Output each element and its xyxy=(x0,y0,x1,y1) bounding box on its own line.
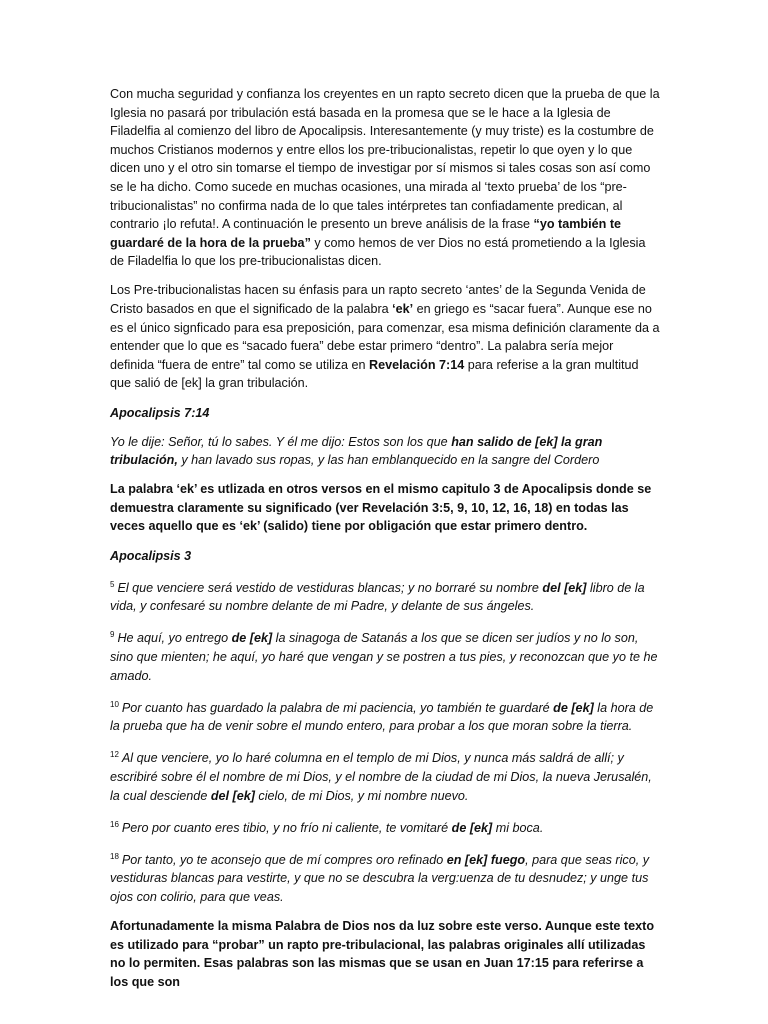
ek-word: ‘ek’ xyxy=(392,302,414,317)
verse-text: Por cuanto has guardado la palabra de mi paciencia, yo también te guardaré xyxy=(121,700,554,715)
verse-bold: de [ek] xyxy=(231,631,273,646)
verse-text: Pero por cuanto eres tibio, y no frío ni caliente, te vomitaré xyxy=(121,820,452,835)
verse-text-end: la sinagoga de Satanás a los que se dicen ser judíos y no lo son, sino que mienten; he aquí, yo haré que vengan y se postren a tus pies, y reconozcan que yo te he amado. xyxy=(110,631,658,683)
verse-number: 12 xyxy=(110,750,119,760)
closing-text: Afortunadamente la misma Palabra de Dios nos da luz sobre este verso. Aunque este texto es utilizado para “probar” un rapto pre-tribulacional, las palabras originales allí utilizadas no lo permiten. Esas palabras son las mismas que se usan en Juan 17:15 para referirse a los que son xyxy=(110,918,655,989)
verse-7-14 xyxy=(110,433,660,470)
intro-text-end: y como hemos de ver Dios no está prometiendo a la Iglesia de Filadelfia lo que los pre-tribucionalistas dicen. xyxy=(110,235,646,269)
verse-bold: de [ek] xyxy=(553,700,594,715)
ek-text-mid: en griego es “sacar fuera”. Aunque ese no es el único signficado para esa preposición, para comenzar, esa misma definición claramente da a entender que lo que es “sacado fuera” debe estar primero “dentro”. La palabra sería mejor definida “fuera de entre” tal como se utiliza en xyxy=(110,302,660,372)
ek-text: Los Pre-tribucionalistas hacen su énfasis para un rapto secreto ‘antes’ de la Segunda Venida de Cristo basados en que el significado de la palabra xyxy=(110,283,646,317)
closing-paragraph xyxy=(110,917,660,991)
verse-number: 5 xyxy=(110,579,115,589)
key-phrase: “yo también te guardaré de la hora de la prueba” xyxy=(110,217,622,250)
verse-bold: de [ek] xyxy=(451,820,493,835)
verse-3-18 xyxy=(110,848,660,907)
intro-paragraph xyxy=(110,85,660,271)
ek-paragraph xyxy=(110,281,660,393)
verse-3-10 xyxy=(110,696,660,736)
verse-text: Al que venciere, yo lo haré columna en el templo de mi Dios, y nunca más saldrá de allí; y escribiré sobre él el nombre de mi Dios, y el nombre de la ciudad de mi Dios, la nueva Jerusalén, la cual desciende xyxy=(110,751,652,803)
verse-bold: han salido de [ek] la gran tribulación, xyxy=(110,434,603,468)
verse-text-end: mi boca. xyxy=(492,820,544,835)
verse-bold: en [ek] fuego xyxy=(446,852,526,867)
verse-3-12 xyxy=(110,746,660,805)
verse-3-5 xyxy=(110,576,660,616)
verse-text-end: y han lavado sus ropas, y las han emblanquecido en la sangre del Cordero xyxy=(177,453,600,468)
ek-text-end: para referise a la gran multitud que salió de [ek] la gran tribulación. xyxy=(110,357,639,391)
verse-number: 10 xyxy=(110,699,119,709)
verse-bold: del [ek] xyxy=(210,788,255,803)
verse-text: Yo le dije: Señor, tú lo sabes. Y él me dijo: Estos son los que xyxy=(110,434,452,449)
usage-text: La palabra ‘ek’ es utlizada en otros versos en el mismo capitulo 3 de Apocalipsis donde se demuestra claramente su significado (ver Revelación 3:5, 9, 10, 12, 16, 18) en todas las veces aquello que es ‘ek’ (salido) tiene por obligación que estar primero dentro. xyxy=(110,482,652,534)
verse-number: 16 xyxy=(110,819,119,829)
verse-bold: del [ek] xyxy=(542,580,587,595)
verse-text: El que venciere será vestido de vestiduras blancas; y no borraré su nombre xyxy=(117,580,543,595)
revelation-ref: Revelación 7:14 xyxy=(369,357,465,372)
usage-paragraph xyxy=(110,480,660,536)
verse-3-16 xyxy=(110,816,660,838)
verse-text-end: cielo, de mi Dios, y mi nombre nuevo. xyxy=(254,788,469,803)
verse-text: Por tanto, yo te aconsejo que de mí compres oro refinado xyxy=(121,852,447,867)
verse-text: He aquí, yo entrego xyxy=(117,631,232,646)
verse-text-end: la hora de la prueba que ha de venir sobre el mundo entero, para probar a los que moran sobre la tierra. xyxy=(110,700,654,734)
heading-apocalipsis-7-14: Apocalipsis 7:14 xyxy=(110,405,210,420)
verse-number: 18 xyxy=(110,851,119,861)
heading-apocalipsis-3: Apocalipsis 3 xyxy=(110,548,192,563)
verse-text-end: libro de la vida, y confesaré su nombre delante de mi Padre, y delante de sus ángeles. xyxy=(110,580,645,614)
verse-3-9 xyxy=(110,626,660,685)
verse-text-end: , para que seas rico, y vestiduras blancas para vestirte, y que no se descubra la verg:uenza de tu desnudez; y unge tus ojos con colirio, para que veas. xyxy=(110,852,650,904)
verse-number: 9 xyxy=(110,630,115,640)
intro-text: Con mucha seguridad y confianza los creyentes en un rapto secreto dicen que la prueba de que la Iglesia no pasará por tribulación está basada en la promesa que se le hace a la Iglesia de Filadelfia al comienzo del libro de Apocalipsis. Interesantemente (y muy triste) es la costumbre de muchos Cristianos modernos y entre ellos los pre-tribucionalistas, repetir lo que oyen y lo que dicen uno y el otro sin tomarse el tiempo de investigar por sí mismos si tales cosas son así como se le ha dicho. Como sucede en muchas ocasiones, una mirada al ‘texto prueba’ de los “pre-tribucionalistas” no confirma nada de lo que tales intérpretes tan confiadamente predican, al contrario ¡lo refuta!. A continuación le presento un breve análisis de la frase xyxy=(110,87,660,232)
